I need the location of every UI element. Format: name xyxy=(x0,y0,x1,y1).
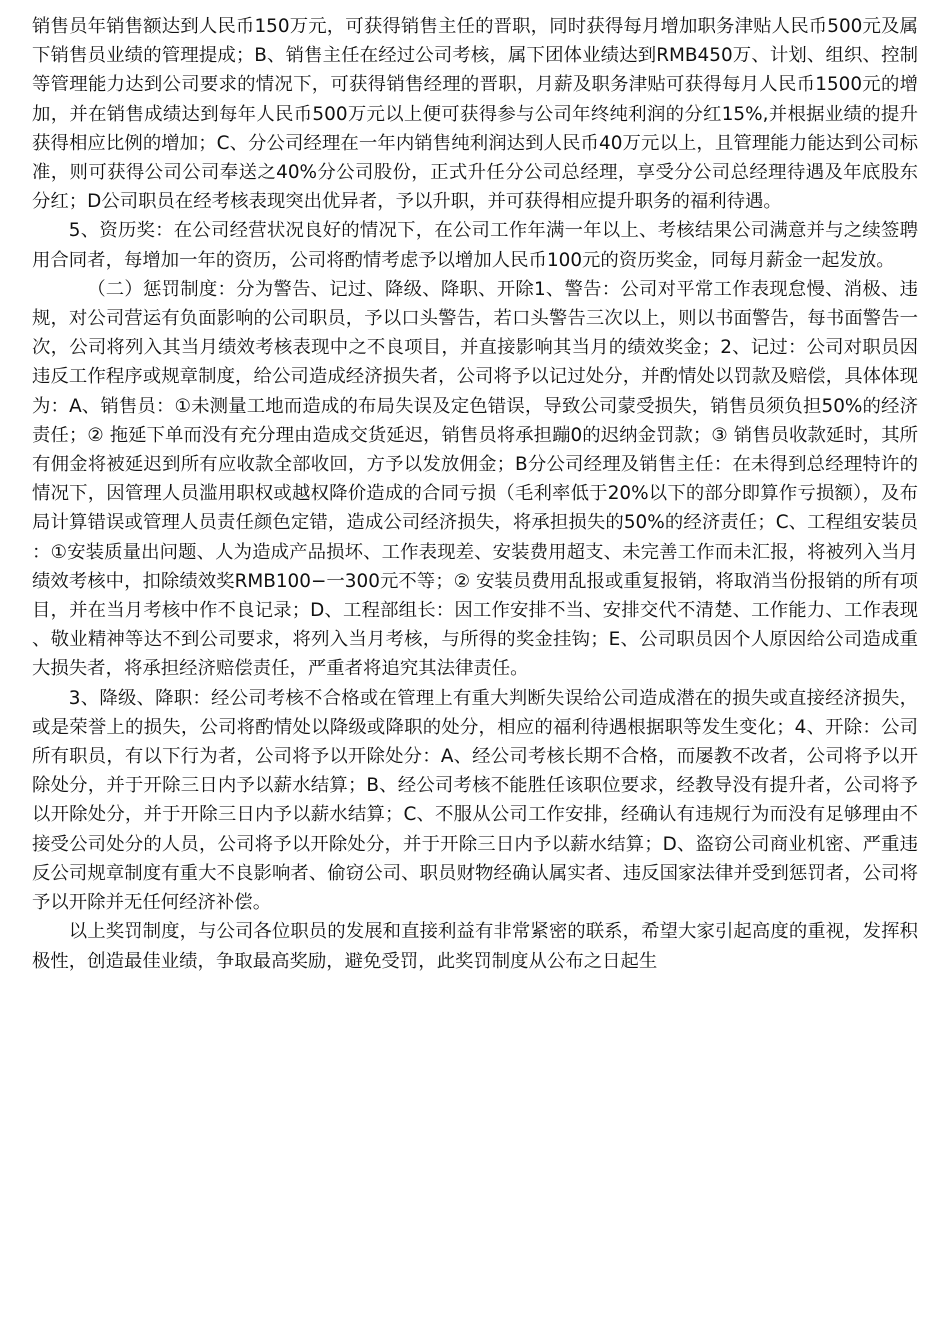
document-body xyxy=(32,12,918,976)
paragraph-penalty-system: （二）惩罚制度：分为警告、记过、降级、降职、开除1、警告：公司对平常工作表现怠慢、消极、违规，对公司营运有负面影响的公司职员，予以口头警告，若口头警告三次以上，则以书面警告，每书面警告一次，公司将列入其当月绩效考核表现中之不良项目，并直接影响其当月的绩效奖金；2、记过：公司对职员因违反工作程序或规章制度，给公司造成经济损失者，公司将予以记过处分，并酌情处以罚款及赔偿，具体体现为：A、销售员：①未测量工地而造成的布局失误及定色错误，导致公司蒙受损失，销售员须负担50%的经济责任；② 拖延下单而没有充分理由造成交货延迟，销售员将承担蹦0的迟纳金罚款；③ 销售员收款延时，其所有佣金将被延迟到所有应收款全部收回，方予以发放佣金；B分公司经理及销售主任：在未得到总经理特许的情况下，因管理人员滥用职权或越权降价造成的合同亏损（毛利率低于20%以下的部分即算作亏损额），及布局计算错误或管理人员责任颜色定错，造成公司经济损失，将承担损失的50%的经济责任；C、工程组安装员：①安装质量出问题、人为造成产品损坏、工作表现差、安装费用超支、未完善工作而未汇报，将被列入当月绩效考核中，扣除绩效奖RMB100−一300元不等；② 安装员费用乱报或重复报销，将取消当份报销的所有项目，并在当月考核中作不良记录；D、工程部组长：因工作安排不当、安排交代不清楚、工作能力、工作表现、敬业精神等达不到公司要求，将列入当月考核，与所得的奖金挂钩；E、公司职员因个人原因给公司造成重大损失者，将承担经济赔偿责任，严重者将追究其法律责任。 xyxy=(32,278,918,680)
paragraph-promotion-details: 销售员年销售额达到人民币150万元，可获得销售主任的晋职，同时获得每月增加职务津贴人民币500元及属下销售员业绩的管理提成；B、销售主任在经过公司考核，属下团体业绩达到RMB450万、计划、组织、控制等管理能力达到公司要求的情况下，可获得销售经理的晋职，月薪及职务津贴可获得每月人民币1500元的增加，并在销售成绩达到每年人民币500万元以上便可获得参与公司年终纯利润的分红15%,并根据业绩的提升获得相应比例的增加；C、分公司经理在一年内销售纯利润达到人民币40万元以上，且管理能力能达到公司标准，则可获得公司公司奉送之40%分公司股份，正式升任分公司总经理，享受分公司总经理待遇及年底股东分红；D公司职员在经考核表现突出优异者，予以升职，并可获得相应提升职务的福利待遇。 xyxy=(32,16,918,213)
paragraph-conclusion: 以上奖罚制度，与公司各位职员的发展和直接利益有非常紧密的联系，希望大家引起高度的重视，发挥积极性，创造最佳业绩，争取最高奖励，避免受罚，此奖罚制度从公布之日起生 xyxy=(32,921,918,972)
paragraph-seniority-award: 5、资历奖：在公司经营状况良好的情况下，在公司工作年满一年以上、考核结果公司满意并与之续签聘用合同者，每增加一年的资历，公司将酌情考虑予以增加人民币100元的资历奖金，同每月薪金一起发放。 xyxy=(32,220,918,271)
paragraph-demotion-dismissal: 3、降级、降职：经公司考核不合格或在管理上有重大判断失误给公司造成潜在的损失或直接经济损失，或是荣誉上的损失，公司将酌情处以降级或降职的处分，相应的福利待遇根据职等发生变化；4、开除：公司所有职员，有以下行为者，公司将予以开除处分：A、经公司考核长期不合格，而屡教不改者，公司将予以开除处分，并于开除三日内予以薪水结算；B、经公司考核不能胜任该职位要求，经教导没有提升者，公司将予以开除处分，并于开除三日内予以薪水结算；C、不服从公司工作安排，经确认有违规行为而没有足够理由不接受公司处分的人员，公司将予以开除处分，并于开除三日内予以薪水结算；D、盗窃公司商业机密、严重违反公司规章制度有重大不良影响者、偷窃公司、职员财物经确认属实者、违反国家法律并受到惩罚者，公司将予以开除并无任何经济补偿。 xyxy=(32,687,918,914)
